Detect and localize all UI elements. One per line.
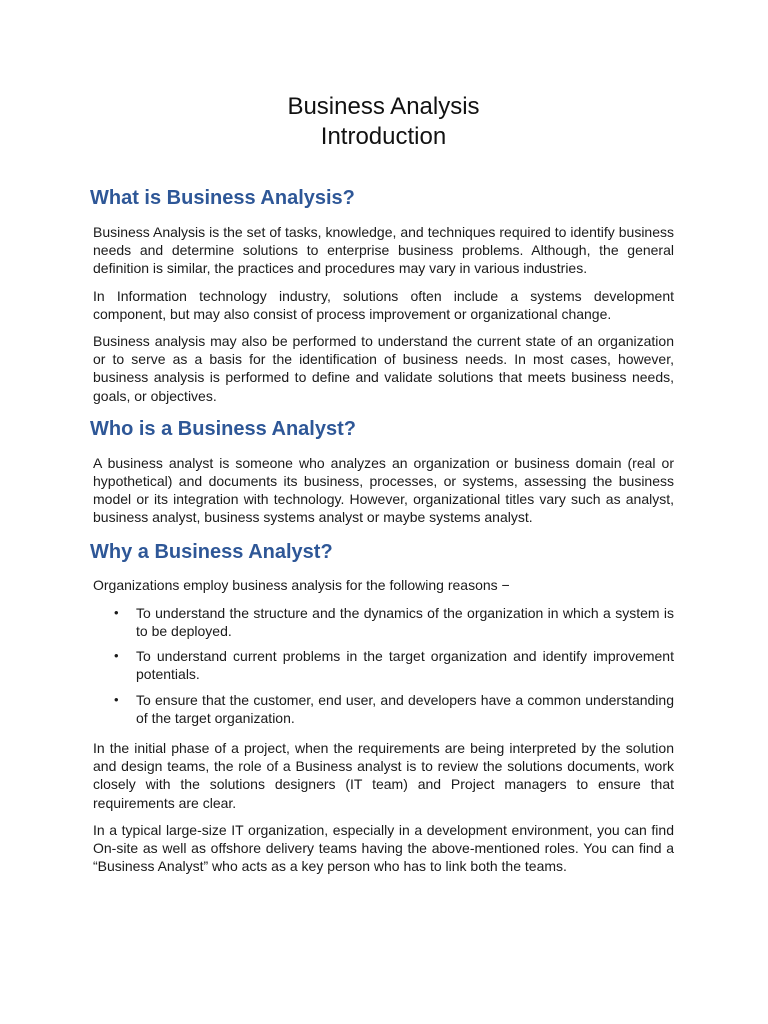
reasons-list — [93, 604, 674, 727]
paragraph: In Information technology industry, solutions often include a systems development component, but may also consist of process improvement or organizational change. — [93, 287, 674, 322]
bullet-icon: • — [114, 648, 119, 664]
paragraph: Business Analysis is the set of tasks, knowledge, and techniques required to identify business needs and determine solutions to enterprise business problems. Although, the general definition is similar, the practices and procedures may vary in various industries. — [93, 224, 674, 277]
bullet-icon: • — [114, 691, 119, 707]
list-item — [114, 604, 674, 640]
paragraph: In a typical large-size IT organization, especially in a development environment, you can find On-site as well as offshore delivery teams having the above-mentioned roles. You can find a “Business Analyst” who acts as a key person who has to link both the teams. — [93, 821, 674, 875]
title-line-1: Business Analysis — [287, 93, 480, 120]
paragraph: A business analyst is someone who analyzes an organization or business domain (real or hypothetical) and documents its business, processes, or systems, assessing the business model or its integration with technology. However, organizational titles vary such as analyst, business analyst, business systems analyst or maybe systems analyst. — [93, 454, 674, 526]
list-item-text: To ensure that the customer, end user, and developers have a common understanding of the target organization. — [136, 691, 674, 726]
paragraph: Business analysis may also be performed to understand the current state of an organization or to serve as a basis for the identification of business needs. In most cases, however, business analysis is performed to define and validate solutions that meets business needs, goals, or objectives. — [93, 333, 674, 404]
section-heading-why-a-business-analyst: Why a Business Analyst? — [90, 540, 333, 563]
section-heading-what-is-business-analysis: What is Business Analysis? — [90, 187, 355, 209]
bullet-icon: • — [114, 604, 119, 620]
list-item-text: To understand current problems in the target organization and identify improvement potentials. — [136, 648, 674, 683]
section-heading-who-is-a-business-analyst: Who is a Business Analyst? — [90, 417, 356, 440]
paragraph: In the initial phase of a project, when the requirements are being interpreted by the solution and design teams, the role of a Business analyst is to review the solutions documents, work closely with the solutions designers (IT team) and Project managers to ensure that requirements are clear. — [93, 740, 674, 811]
list-item-text: To understand the structure and the dynamics of the organization in which a system is to be deployed. — [136, 604, 674, 640]
title-line-2: Introduction — [320, 123, 447, 150]
paragraph-intro: Organizations employ business analysis for the following reasons − — [93, 576, 510, 593]
list-item — [114, 647, 674, 683]
list-item — [114, 691, 674, 727]
page-title — [93, 92, 674, 152]
